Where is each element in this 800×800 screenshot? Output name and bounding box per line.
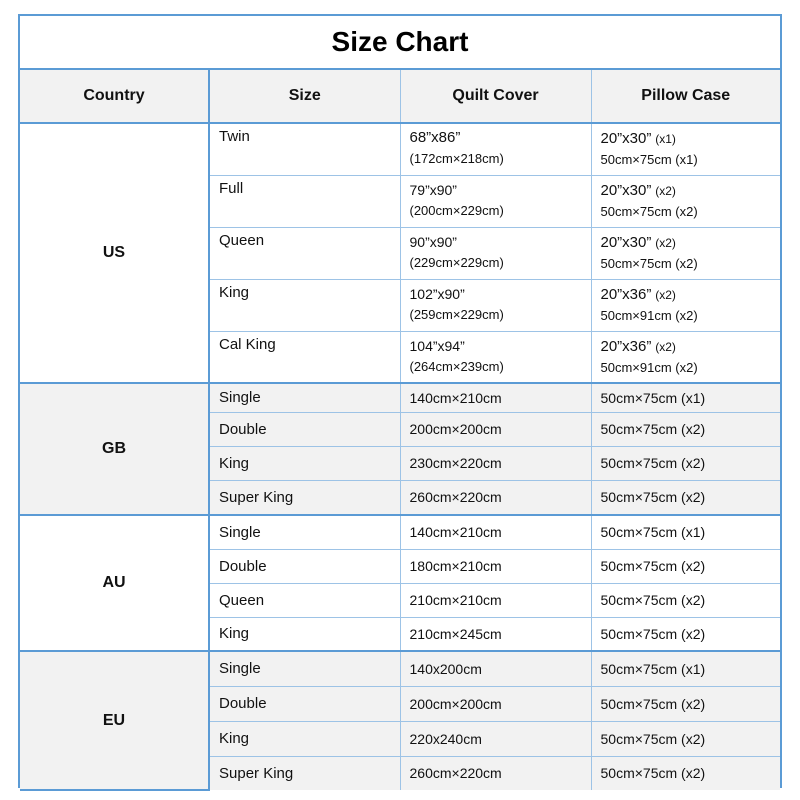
header-size: Size bbox=[209, 70, 400, 123]
size-cell: King bbox=[209, 617, 400, 651]
table-row bbox=[20, 123, 780, 175]
header-country: Country bbox=[20, 70, 209, 123]
pillow-inches: 20”x30” bbox=[600, 233, 652, 251]
quilt-cm: (172cm×218cm) bbox=[409, 151, 504, 166]
pillow-cell bbox=[591, 279, 780, 331]
country-au: AU bbox=[20, 515, 209, 651]
table-row bbox=[20, 651, 780, 686]
pillow-inches: 20”x36” bbox=[600, 285, 652, 303]
header-row bbox=[20, 70, 780, 123]
chart-title: Size Chart bbox=[20, 16, 780, 70]
country-gb: GB bbox=[20, 383, 209, 515]
size-cell: Super King bbox=[209, 480, 400, 515]
size-cell: Double bbox=[209, 549, 400, 583]
pillow-cell: 50cm×75cm (x2) bbox=[591, 686, 780, 721]
pillow-cell bbox=[591, 123, 780, 175]
size-chart-frame bbox=[18, 14, 782, 788]
pillow-inches: 20”x30” bbox=[600, 181, 652, 199]
pillow-cell: 50cm×75cm (x1) bbox=[591, 515, 780, 549]
size-cell: Single bbox=[209, 515, 400, 549]
quilt-cell bbox=[400, 227, 591, 279]
quilt-inches: 79”x90” bbox=[409, 181, 457, 198]
quilt-cell: 220x240cm bbox=[400, 721, 591, 756]
quilt-cell: 140x200cm bbox=[400, 651, 591, 686]
pillow-cell: 50cm×75cm (x2) bbox=[591, 549, 780, 583]
quilt-cm: (229cm×229cm) bbox=[409, 254, 504, 270]
pillow-cell: 50cm×75cm (x2) bbox=[591, 583, 780, 617]
pillow-inches: 20”x36” bbox=[600, 337, 652, 355]
size-cell: King bbox=[209, 279, 400, 331]
quilt-cm: (264cm×239cm) bbox=[409, 358, 504, 374]
quilt-cell: 210cm×245cm bbox=[400, 617, 591, 651]
quilt-cell: 140cm×210cm bbox=[400, 383, 591, 412]
quilt-cell: 200cm×200cm bbox=[400, 686, 591, 721]
size-cell: Single bbox=[209, 383, 400, 412]
quilt-cell bbox=[400, 331, 591, 383]
pillow-inches: 20”x30” bbox=[600, 130, 652, 147]
size-cell: King bbox=[209, 446, 400, 480]
pillow-cell: 50cm×75cm (x2) bbox=[591, 756, 780, 790]
country-eu: EU bbox=[20, 651, 209, 790]
pillow-cell: 50cm×75cm (x2) bbox=[591, 446, 780, 480]
quilt-cm: (259cm×229cm) bbox=[409, 306, 504, 322]
size-cell: Super King bbox=[209, 756, 400, 790]
pillow-qty: (x2) bbox=[655, 235, 676, 250]
pillow-qty: (x2) bbox=[655, 183, 676, 198]
pillow-cell bbox=[591, 331, 780, 383]
size-cell: Queen bbox=[209, 583, 400, 617]
quilt-cell: 230cm×220cm bbox=[400, 446, 591, 480]
quilt-cell: 210cm×210cm bbox=[400, 583, 591, 617]
size-cell: Single bbox=[209, 651, 400, 686]
size-cell: Queen bbox=[209, 227, 400, 279]
quilt-cell: 200cm×200cm bbox=[400, 412, 591, 446]
pillow-cell bbox=[591, 227, 780, 279]
pillow-qty: (x1) bbox=[655, 132, 676, 146]
pillow-cell: 50cm×75cm (x1) bbox=[591, 383, 780, 412]
quilt-cell: 260cm×220cm bbox=[400, 756, 591, 790]
quilt-inches: 90”x90” bbox=[409, 233, 457, 250]
quilt-cm: (200cm×229cm) bbox=[409, 202, 504, 218]
quilt-cell: 140cm×210cm bbox=[400, 515, 591, 549]
table-row bbox=[20, 515, 780, 549]
size-cell: Double bbox=[209, 686, 400, 721]
quilt-cell: 180cm×210cm bbox=[400, 549, 591, 583]
quilt-inches: 104”x94” bbox=[409, 337, 465, 354]
quilt-cell: 260cm×220cm bbox=[400, 480, 591, 515]
pillow-cell: 50cm×75cm (x2) bbox=[591, 721, 780, 756]
table-row bbox=[20, 383, 780, 412]
pillow-cell: 50cm×75cm (x2) bbox=[591, 480, 780, 515]
quilt-cell bbox=[400, 175, 591, 227]
size-cell: King bbox=[209, 721, 400, 756]
header-quilt-cover: Quilt Cover bbox=[400, 70, 591, 123]
quilt-cell bbox=[400, 123, 591, 175]
country-us: US bbox=[20, 123, 209, 383]
size-cell: Double bbox=[209, 412, 400, 446]
pillow-cm: 50cm×91cm (x2) bbox=[600, 307, 698, 323]
pillow-qty: (x2) bbox=[655, 287, 676, 302]
pillow-qty: (x2) bbox=[655, 339, 676, 354]
pillow-cm: 50cm×75cm (x2) bbox=[600, 255, 698, 271]
pillow-cell: 50cm×75cm (x2) bbox=[591, 617, 780, 651]
quilt-inches: 68”x86” bbox=[409, 129, 461, 146]
pillow-cell bbox=[591, 175, 780, 227]
pillow-cm: 50cm×75cm (x1) bbox=[600, 152, 698, 167]
header-pillow-case: Pillow Case bbox=[591, 70, 780, 123]
pillow-cm: 50cm×91cm (x2) bbox=[600, 359, 698, 375]
size-table bbox=[20, 70, 780, 791]
pillow-cell: 50cm×75cm (x1) bbox=[591, 651, 780, 686]
size-cell: Twin bbox=[209, 123, 400, 175]
pillow-cm: 50cm×75cm (x2) bbox=[600, 203, 698, 219]
size-cell: Full bbox=[209, 175, 400, 227]
quilt-cell bbox=[400, 279, 591, 331]
size-cell: Cal King bbox=[209, 331, 400, 383]
pillow-cell: 50cm×75cm (x2) bbox=[591, 412, 780, 446]
quilt-inches: 102”x90” bbox=[409, 285, 465, 302]
